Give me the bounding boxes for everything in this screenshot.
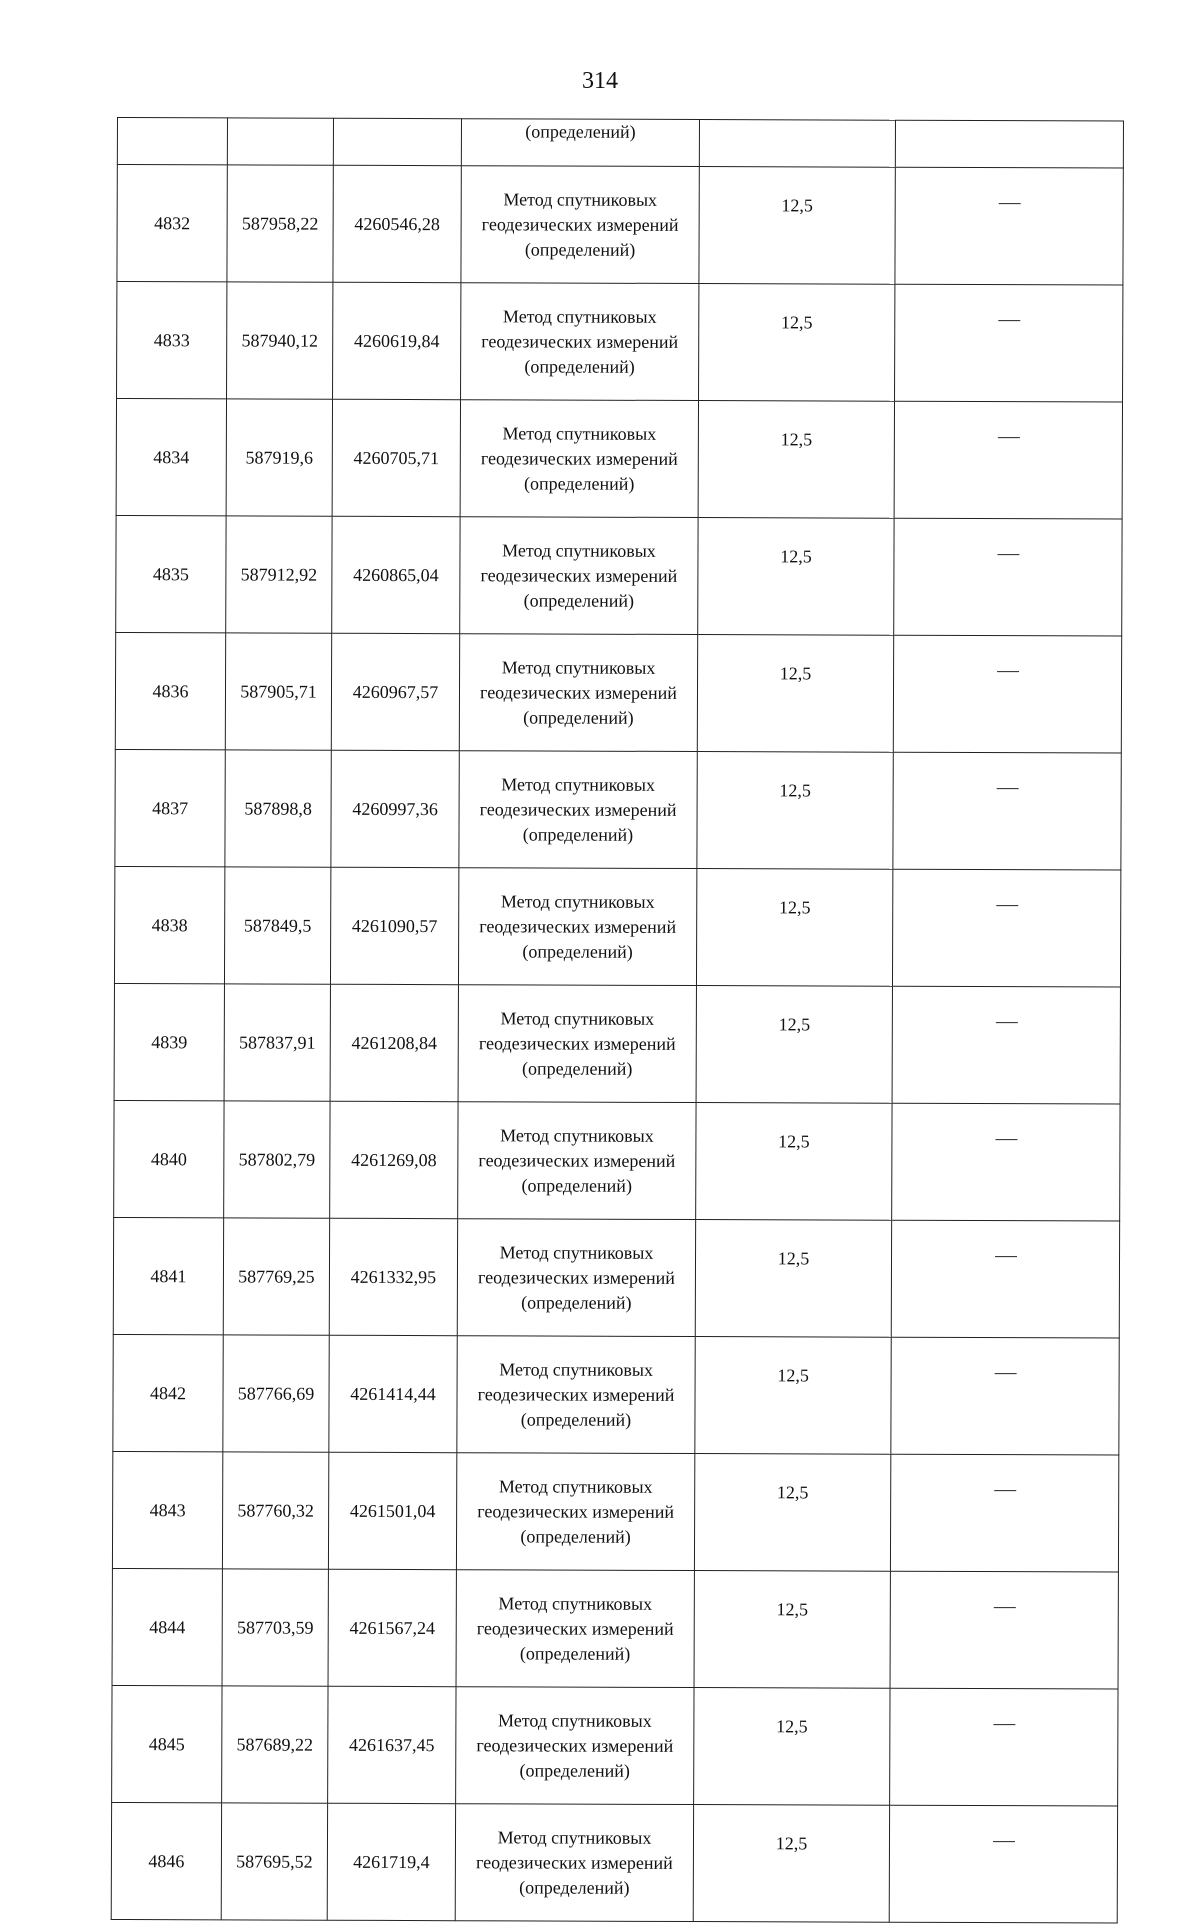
point-number-cell: 4840 [114, 1100, 224, 1217]
x-coordinate-cell: 587940,12 [227, 282, 333, 399]
method-line: геодезических измерений [477, 1500, 675, 1522]
method-line: Метод спутниковых [502, 305, 657, 327]
note-cell [892, 1103, 1120, 1221]
note-cell [893, 635, 1121, 753]
method-line: Метод спутниковых [502, 422, 657, 444]
method-line: (определений) [519, 1642, 631, 1664]
method-cell [458, 868, 696, 986]
method-line: Метод спутниковых [501, 656, 656, 678]
x-coordinate-cell: 587898,8 [225, 750, 331, 867]
continuation-cell-method: (определений) [461, 119, 699, 167]
y-coordinate-cell: 4261637,45 [328, 1686, 456, 1803]
method-cell [456, 1687, 694, 1805]
dash-mark [994, 1490, 1016, 1491]
accuracy-cell: 12,5 [693, 1805, 889, 1923]
table-row [117, 165, 1123, 286]
continuation-cell-note [895, 120, 1123, 168]
method-cell [458, 985, 696, 1103]
table-row [114, 983, 1120, 1104]
method-line: (определений) [523, 706, 634, 728]
point-number-cell: 4832 [117, 165, 227, 282]
method-line: (определений) [523, 472, 635, 494]
point-number-cell: 4842 [113, 1334, 223, 1451]
method-cell [459, 634, 697, 752]
dash-mark [998, 203, 1020, 204]
note-cell [892, 986, 1120, 1104]
continuation-cell-accuracy [699, 120, 895, 168]
method-cell [455, 1804, 693, 1922]
table-row [112, 1568, 1118, 1689]
method-line: Метод спутниковых [501, 773, 656, 795]
point-number-cell: 4841 [113, 1217, 223, 1334]
x-coordinate-cell: 587695,52 [221, 1803, 327, 1920]
accuracy-cell: 12,5 [696, 1103, 892, 1221]
page-number: 314 [582, 68, 618, 94]
method-line: геодезических измерений [478, 1032, 676, 1054]
table-row [114, 866, 1120, 987]
accuracy-cell: 12,5 [694, 1688, 890, 1806]
accuracy-cell: 12,5 [695, 1337, 891, 1455]
y-coordinate-cell: 4261269,08 [330, 1101, 458, 1218]
method-line: (определений) [519, 1876, 630, 1898]
method-line: (определений) [519, 1759, 630, 1781]
method-line: (определений) [522, 940, 633, 962]
x-coordinate-cell: 587958,22 [227, 165, 333, 282]
method-line: геодезических измерений [476, 1734, 674, 1756]
method-line: Метод спутниковых [499, 1241, 654, 1263]
dash-mark [997, 437, 1019, 438]
note-cell [890, 1571, 1118, 1689]
method-line: Метод спутниковых [499, 1358, 654, 1380]
method-line: (определений) [521, 1057, 633, 1079]
method-line: (определений) [522, 823, 634, 845]
accuracy-cell: 12,5 [697, 752, 893, 870]
note-cell [889, 1805, 1117, 1923]
method-line: Метод спутниковых [498, 1475, 653, 1497]
continuation-cell-y [333, 118, 461, 165]
method-line: (определений) [521, 1174, 632, 1196]
table-row [117, 282, 1123, 403]
x-coordinate-cell: 587912,92 [226, 516, 332, 633]
y-coordinate-cell: 4261414,44 [329, 1335, 457, 1452]
x-coordinate-cell: 587760,32 [222, 1452, 328, 1569]
note-cell [891, 1337, 1119, 1455]
method-cell [460, 400, 698, 518]
accuracy-cell: 12,5 [696, 869, 892, 987]
note-cell [890, 1454, 1118, 1572]
x-coordinate-cell: 587802,79 [224, 1101, 330, 1218]
dash-mark [997, 671, 1019, 672]
method-line: геодезических измерений [481, 330, 679, 352]
y-coordinate-cell: 4260865,04 [332, 516, 460, 633]
continuation-cell-x [227, 118, 333, 165]
method-line: Метод спутниковых [500, 1007, 655, 1029]
y-coordinate-cell: 4261332,95 [329, 1218, 457, 1335]
dash-mark [993, 1724, 1015, 1725]
x-coordinate-cell: 587769,25 [223, 1218, 329, 1335]
method-cell [458, 1102, 696, 1220]
y-coordinate-cell: 4260705,71 [332, 399, 460, 516]
x-coordinate-cell: 587837,91 [224, 984, 330, 1101]
point-number-cell: 4839 [114, 983, 224, 1100]
point-number-cell: 4846 [111, 1802, 221, 1919]
y-coordinate-cell: 4261719,4 [327, 1803, 455, 1920]
y-coordinate-cell: 4261567,24 [328, 1569, 456, 1686]
x-coordinate-cell: 587703,59 [222, 1569, 328, 1686]
note-cell [891, 1220, 1119, 1338]
method-cell [457, 1219, 695, 1337]
y-coordinate-cell: 4260967,57 [331, 633, 459, 750]
method-line: Метод спутниковых [502, 539, 656, 561]
continuation-row [117, 118, 1123, 169]
dash-mark [994, 1373, 1016, 1374]
note-cell [893, 752, 1121, 870]
dash-mark [995, 1256, 1017, 1257]
point-number-cell: 4833 [117, 282, 227, 399]
method-line: Метод спутниковых [503, 188, 658, 210]
method-line: геодезических измерений [478, 1149, 676, 1171]
x-coordinate-cell: 587905,71 [225, 633, 331, 750]
accuracy-cell: 12,5 [694, 1454, 890, 1572]
y-coordinate-cell: 4261501,04 [328, 1452, 456, 1569]
y-coordinate-cell: 4261090,57 [330, 867, 458, 984]
method-line: геодезических измерений [476, 1617, 674, 1639]
table-row [114, 1100, 1120, 1221]
note-cell [892, 869, 1120, 987]
accuracy-cell: 12,5 [699, 167, 895, 285]
note-cell [894, 518, 1122, 636]
table-row [116, 515, 1122, 636]
x-coordinate-cell: 587689,22 [222, 1686, 328, 1803]
method-line: геодезических измерений [475, 1851, 673, 1873]
dash-mark [996, 788, 1018, 789]
dash-mark [997, 554, 1019, 555]
y-coordinate-cell: 4261208,84 [330, 984, 458, 1101]
accuracy-cell: 12,5 [698, 518, 894, 636]
table-row [116, 399, 1122, 520]
y-coordinate-cell: 4260997,36 [331, 750, 459, 867]
method-line: (определений) [523, 589, 635, 611]
table-body [111, 118, 1123, 1924]
method-cell [461, 283, 699, 401]
x-coordinate-cell: 587849,5 [224, 867, 330, 984]
dash-mark [992, 1841, 1014, 1842]
method-cell [461, 166, 699, 284]
point-number-cell: 4844 [112, 1568, 222, 1685]
point-number-cell: 4835 [116, 515, 226, 632]
continuation-cell-num [117, 118, 227, 165]
accuracy-cell: 12,5 [698, 401, 894, 519]
method-line: Метод спутниковых [500, 1124, 654, 1146]
accuracy-cell: 12,5 [697, 635, 893, 753]
dash-mark [995, 1139, 1017, 1140]
point-number-cell: 4836 [115, 632, 225, 749]
x-coordinate-cell: 587919,6 [226, 399, 332, 516]
table-row [113, 1217, 1119, 1338]
method-line: (определений) [520, 1525, 631, 1547]
dash-mark [996, 905, 1018, 906]
accuracy-cell: 12,5 [695, 1220, 891, 1338]
table-row [112, 1451, 1118, 1572]
accuracy-cell: 12,5 [696, 986, 892, 1104]
method-line: (определений) [520, 1408, 632, 1430]
table-row [115, 749, 1121, 870]
table-row [111, 1802, 1117, 1923]
method-cell [460, 517, 698, 635]
table-row [115, 632, 1121, 753]
y-coordinate-cell: 4260546,28 [333, 165, 461, 282]
note-cell [894, 401, 1122, 519]
coordinates-table [111, 117, 1124, 1924]
method-line: (определений) [524, 238, 636, 260]
method-line: геодезических измерений [479, 798, 677, 820]
method-line: геодезических измерений [477, 1266, 675, 1288]
method-cell [456, 1453, 694, 1571]
dash-mark [993, 1607, 1015, 1608]
point-number-cell: 4834 [116, 399, 226, 516]
method-line: Метод спутниковых [498, 1592, 653, 1614]
method-cell [459, 751, 697, 869]
dash-mark [995, 1022, 1017, 1023]
method-line: геодезических измерений [479, 915, 677, 937]
method-line: Метод спутниковых [500, 890, 655, 912]
table-row [112, 1685, 1118, 1806]
method-line: геодезических измерений [480, 447, 678, 469]
method-line: геодезических измерений [481, 213, 679, 235]
method-line: (определений) [524, 355, 635, 377]
accuracy-cell: 12,5 [699, 284, 895, 402]
note-cell [895, 284, 1123, 402]
method-line: геодезических измерений [480, 681, 677, 703]
point-number-cell: 4845 [112, 1685, 222, 1802]
point-number-cell: 4838 [114, 866, 224, 983]
method-line: Метод спутниковых [497, 1826, 652, 1848]
note-cell [890, 1688, 1118, 1806]
point-number-cell: 4843 [112, 1451, 222, 1568]
y-coordinate-cell: 4260619,84 [333, 282, 461, 399]
dash-mark [998, 320, 1020, 321]
method-cell [457, 1336, 695, 1454]
accuracy-cell: 12,5 [694, 1571, 890, 1689]
method-line: (определений) [521, 1291, 632, 1313]
method-cell [456, 1570, 694, 1688]
method-line: геодезических измерений [480, 564, 678, 586]
method-line: геодезических измерений [477, 1383, 675, 1405]
note-cell [895, 167, 1123, 285]
x-coordinate-cell: 587766,69 [223, 1335, 329, 1452]
table-row [113, 1334, 1119, 1455]
method-line: Метод спутниковых [498, 1709, 652, 1731]
point-number-cell: 4837 [115, 749, 225, 866]
